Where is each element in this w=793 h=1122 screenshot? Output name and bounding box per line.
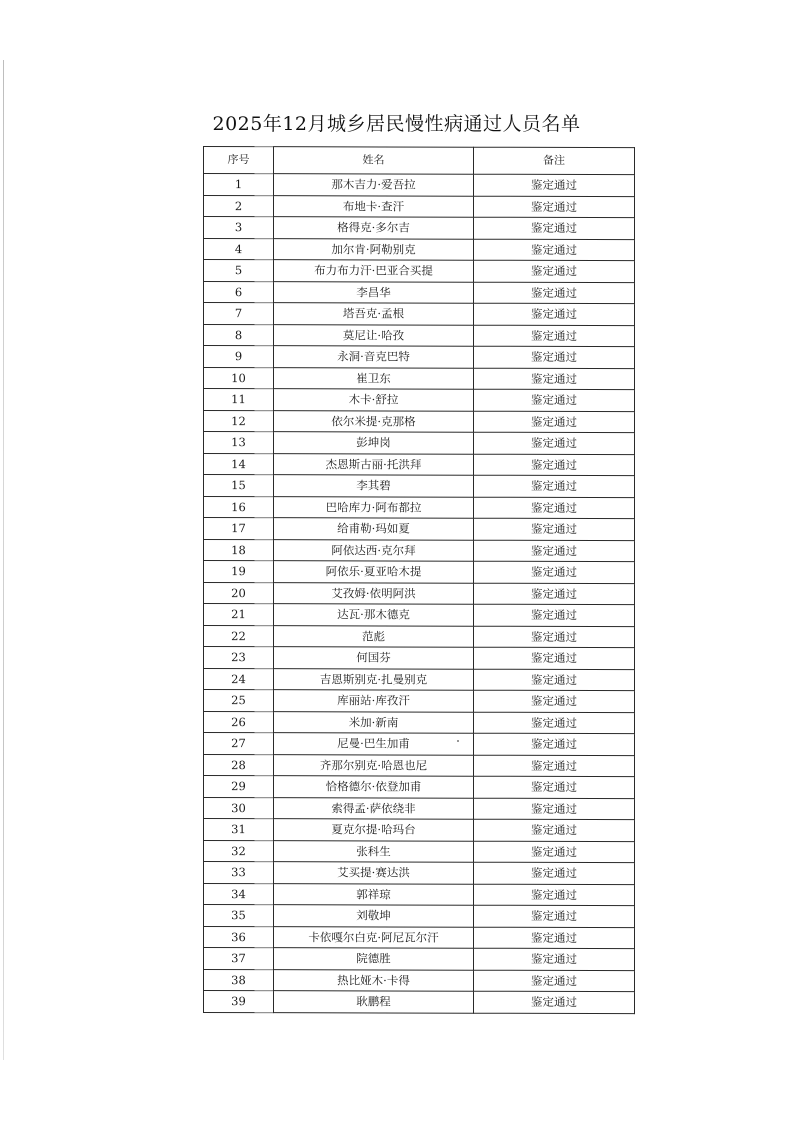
table-row <box>204 797 635 820</box>
table-row <box>204 862 635 885</box>
table-row <box>204 496 635 519</box>
table-row <box>204 883 635 906</box>
row-note: 鉴定通过 <box>474 626 635 648</box>
row-name: 夏克尔提·哈玛台 <box>274 819 474 841</box>
row-name: 巴哈库力·阿布都拉 <box>274 496 474 518</box>
row-name: 杰恩斯古丽·托洪拜 <box>274 453 474 475</box>
row-name: 吉恩斯别克·扎曼别克 <box>274 668 474 690</box>
row-name: 莫尼让·哈孜 <box>274 324 474 346</box>
table-row <box>204 754 635 777</box>
table-row <box>204 217 635 240</box>
row-name: 李昌华 <box>274 281 474 303</box>
row-number: 7 <box>204 303 274 325</box>
row-note: 鉴定通过 <box>474 217 635 239</box>
row-name: 阿依达西·克尔拜 <box>274 539 474 561</box>
table-row <box>204 324 635 347</box>
row-name: 范彪 <box>274 625 474 647</box>
row-name: 齐那尔别克·哈恩也尼 <box>274 754 474 776</box>
header-note: 备注 <box>474 147 635 174</box>
row-note: 鉴定通过 <box>474 690 635 712</box>
row-note: 鉴定通过 <box>474 325 635 347</box>
table-row <box>204 625 635 648</box>
row-number: 26 <box>204 711 274 733</box>
row-number: 38 <box>204 969 274 991</box>
row-note: 鉴定通过 <box>474 368 635 390</box>
row-name: 艾买提·赛达洪 <box>274 862 474 884</box>
row-number: 1 <box>204 174 274 196</box>
table-row <box>204 303 635 326</box>
document-title: 2025年12月城乡居民慢性病通过人员名单 <box>212 113 581 135</box>
row-name: 索得孟·萨依绕非 <box>274 797 474 819</box>
table-row <box>204 518 635 541</box>
row-number: 13 <box>204 432 274 454</box>
row-number: 27 <box>204 733 274 755</box>
row-number: 6 <box>204 281 274 303</box>
row-name: 永洞·音克巴特 <box>274 346 474 368</box>
row-note: 鉴定通过 <box>474 174 635 196</box>
row-name: 阿依乐·夏亚哈木提 <box>274 561 474 583</box>
row-note: 鉴定通过 <box>474 454 635 476</box>
row-name: 布力布力汗·巴亚合买提 <box>274 260 474 282</box>
row-note: 鉴定通过 <box>474 991 635 1013</box>
row-number: 20 <box>204 582 274 604</box>
row-number: 16 <box>204 496 274 518</box>
row-number: 34 <box>204 883 274 905</box>
table-row <box>204 561 635 584</box>
row-note: 鉴定通过 <box>474 389 635 411</box>
row-number: 36 <box>204 926 274 948</box>
row-name: 给甫勒·玛如夏 <box>274 518 474 540</box>
row-name: 达瓦·那木德克 <box>274 604 474 626</box>
table-row <box>204 776 635 799</box>
row-number: 39 <box>204 991 274 1013</box>
row-number: 17 <box>204 518 274 540</box>
row-note: 鉴定通过 <box>474 196 635 218</box>
table-body <box>204 174 635 1014</box>
row-note: 鉴定通过 <box>474 819 635 841</box>
table-row <box>204 948 635 971</box>
row-name: 张科生 <box>274 840 474 862</box>
row-note: 鉴定通过 <box>474 647 635 669</box>
row-number: 35 <box>204 905 274 927</box>
row-name: 崔卫东 <box>274 367 474 389</box>
row-name: 刘敬坤 <box>274 905 474 927</box>
row-note: 鉴定通过 <box>474 948 635 970</box>
header-name: 姓名 <box>274 147 474 175</box>
row-name: 那木吉力·爱吾拉 <box>274 174 474 196</box>
table-row <box>204 905 635 928</box>
row-note: 鉴定通过 <box>474 712 635 734</box>
row-name: 库丽站·库孜汗 <box>274 690 474 712</box>
row-number: 19 <box>204 561 274 583</box>
table-row <box>204 668 635 691</box>
table-row <box>204 367 635 390</box>
row-note: 鉴定通过 <box>474 346 635 368</box>
row-note: 鉴定通过 <box>474 733 635 755</box>
table-row <box>204 389 635 412</box>
table-row <box>204 475 635 498</box>
scan-edge-line <box>3 60 4 1060</box>
row-name: 木卡·舒拉 <box>274 389 474 411</box>
row-note: 鉴定通过 <box>474 540 635 562</box>
row-number: 23 <box>204 647 274 669</box>
row-name: 郭祥琼 <box>274 883 474 905</box>
row-note: 鉴定通过 <box>474 669 635 691</box>
table-row <box>204 195 635 218</box>
row-number: 15 <box>204 475 274 497</box>
row-number: 5 <box>204 260 274 282</box>
row-number: 18 <box>204 539 274 561</box>
row-name: 米加·新南 <box>274 711 474 733</box>
row-note: 鉴定通过 <box>474 411 635 433</box>
row-number: 14 <box>204 453 274 475</box>
row-number: 9 <box>204 346 274 368</box>
row-note: 鉴定通过 <box>474 905 635 927</box>
table-row <box>204 453 635 476</box>
table-row <box>204 432 635 455</box>
row-number: 25 <box>204 690 274 712</box>
table-row <box>204 819 635 842</box>
row-note: 鉴定通过 <box>474 561 635 583</box>
row-note: 鉴定通过 <box>474 862 635 884</box>
table-row <box>204 281 635 304</box>
row-number: 21 <box>204 604 274 626</box>
table-row <box>204 539 635 562</box>
table-row <box>204 238 635 261</box>
row-name: 恰格德尔·依登加甫 <box>274 776 474 798</box>
row-name: 李其碧 <box>274 475 474 497</box>
row-number: 10 <box>204 367 274 389</box>
row-note: 鉴定通过 <box>474 303 635 325</box>
table-row <box>204 711 635 734</box>
row-note: 鉴定通过 <box>474 497 635 519</box>
row-note: 鉴定通过 <box>474 927 635 949</box>
row-number: 29 <box>204 776 274 798</box>
row-number: 12 <box>204 410 274 432</box>
row-note: 鉴定通过 <box>474 239 635 261</box>
row-name: 尼曼·巴生加甫 <box>274 733 474 755</box>
table-row <box>204 346 635 369</box>
row-number: 31 <box>204 819 274 841</box>
row-note: 鉴定通过 <box>474 776 635 798</box>
row-name: 布地卡·查汗 <box>274 195 474 217</box>
table-row <box>204 260 635 283</box>
row-name: 院德胜 <box>274 948 474 970</box>
row-note: 鉴定通过 <box>474 518 635 540</box>
table-row <box>204 733 635 756</box>
row-number: 2 <box>204 195 274 217</box>
row-note: 鉴定通过 <box>474 583 635 605</box>
row-number: 4 <box>204 238 274 260</box>
table-row <box>204 926 635 949</box>
row-name: 卡依嘎尔白克·阿尼瓦尔汗 <box>274 926 474 948</box>
table-row <box>204 991 635 1014</box>
row-number: 11 <box>204 389 274 411</box>
row-name: 加尔肯·阿勒别克 <box>274 238 474 260</box>
row-note: 鉴定通过 <box>474 970 635 992</box>
row-note: 鉴定通过 <box>474 755 635 777</box>
row-number: 33 <box>204 862 274 884</box>
row-number: 22 <box>204 625 274 647</box>
row-name: 艾孜姆·依明阿洪 <box>274 582 474 604</box>
row-number: 37 <box>204 948 274 970</box>
row-note: 鉴定通过 <box>474 475 635 497</box>
header-no: 序号 <box>204 147 274 174</box>
row-number: 30 <box>204 797 274 819</box>
row-note: 鉴定通过 <box>474 884 635 906</box>
table-row <box>204 410 635 433</box>
row-note: 鉴定通过 <box>474 841 635 863</box>
row-name: 何国芬 <box>274 647 474 669</box>
row-number: 3 <box>204 217 274 239</box>
row-name: 彭坤岗 <box>274 432 474 454</box>
roster-table <box>203 146 635 1014</box>
row-note: 鉴定通过 <box>474 432 635 454</box>
row-name: 耿鹏程 <box>274 991 474 1013</box>
row-number: 8 <box>204 324 274 346</box>
row-note: 鉴定通过 <box>474 798 635 820</box>
row-name: 塔吾克·孟根 <box>274 303 474 325</box>
table-row <box>204 840 635 863</box>
row-note: 鉴定通过 <box>474 260 635 282</box>
row-number: 28 <box>204 754 274 776</box>
row-note: 鉴定通过 <box>474 282 635 304</box>
table-row <box>204 582 635 605</box>
table-row <box>204 969 635 992</box>
row-name: 依尔米提·克那格 <box>274 410 474 432</box>
row-number: 32 <box>204 840 274 862</box>
table-row <box>204 174 635 197</box>
row-name: 热比娅木·卡得 <box>274 969 474 991</box>
row-number: 24 <box>204 668 274 690</box>
table-row <box>204 604 635 627</box>
row-note: 鉴定通过 <box>474 604 635 626</box>
table-header-row <box>204 147 635 175</box>
scan-speck <box>457 740 459 742</box>
row-name: 格得克·多尔吉 <box>274 217 474 239</box>
table-row <box>204 690 635 713</box>
table-row <box>204 647 635 670</box>
